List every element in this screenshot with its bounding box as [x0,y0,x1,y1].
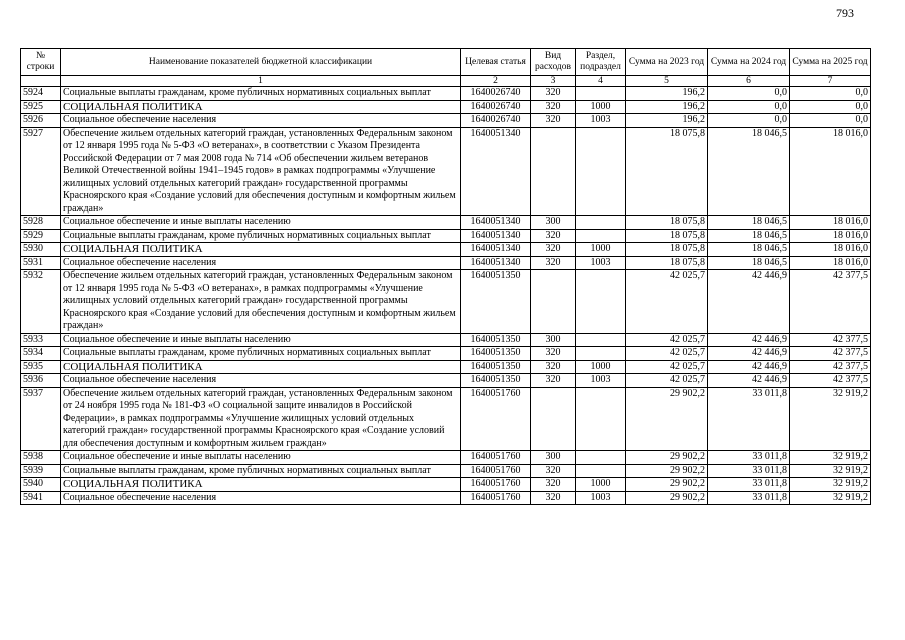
target-article: 1640026740 [461,114,531,128]
target-article: 1640051340 [461,127,531,216]
section-code: 1003 [576,491,626,505]
expense-type: 320 [531,114,576,128]
section-code: 1000 [576,478,626,492]
sum-2024: 42 446,9 [708,360,790,374]
sum-2025: 0,0 [790,114,871,128]
sum-2023: 18 075,8 [626,243,708,257]
table-row [21,478,871,492]
expense-type: 320 [531,491,576,505]
sum-2025: 32 919,2 [790,451,871,465]
sum-2023: 29 902,2 [626,387,708,451]
row-number: 5935 [21,360,61,374]
expense-type: 320 [531,360,576,374]
expense-type [531,270,576,334]
indicator-name: Социальные выплаты гражданам, кроме публичных нормативных социальных выплат [61,464,461,478]
indicator-name: Социальное обеспечение населения [61,114,461,128]
row-number: 5940 [21,478,61,492]
sum-2023: 18 075,8 [626,229,708,243]
sum-2024: 18 046,5 [708,229,790,243]
sum-2025: 32 919,2 [790,387,871,451]
section-code [576,464,626,478]
section-code [576,270,626,334]
expense-type: 320 [531,256,576,270]
sum-2025: 18 016,0 [790,243,871,257]
indicator-name: СОЦИАЛЬНАЯ ПОЛИТИКА [61,478,461,492]
row-number: 5928 [21,216,61,230]
table-row [21,491,871,505]
header-sum-2024: Сумма на 2024 год [708,49,790,76]
indicator-name: Социальное обеспечение и иные выплаты населению [61,216,461,230]
sum-2023: 29 902,2 [626,478,708,492]
sum-2023: 29 902,2 [626,451,708,465]
row-number: 5925 [21,100,61,114]
column-numbers-row [21,76,871,87]
table-row [21,387,871,451]
table-row [21,451,871,465]
table-row [21,270,871,334]
sum-2025: 18 016,0 [790,229,871,243]
expense-type: 300 [531,451,576,465]
indicator-name: СОЦИАЛЬНАЯ ПОЛИТИКА [61,243,461,257]
section-code: 1003 [576,256,626,270]
table-row [21,256,871,270]
expense-type: 320 [531,229,576,243]
indicator-name: СОЦИАЛЬНАЯ ПОЛИТИКА [61,360,461,374]
target-article: 1640051340 [461,256,531,270]
row-number: 5926 [21,114,61,128]
target-article: 1640051340 [461,229,531,243]
section-code [576,451,626,465]
row-number: 5931 [21,256,61,270]
header-target: Целевая статья [461,49,531,76]
col-number: 7 [790,76,871,87]
header-row [21,49,871,76]
sum-2023: 18 075,8 [626,216,708,230]
sum-2024: 42 446,9 [708,347,790,361]
table-row [21,464,871,478]
sum-2023: 42 025,7 [626,347,708,361]
section-code [576,387,626,451]
sum-2023: 42 025,7 [626,333,708,347]
sum-2024: 33 011,8 [708,387,790,451]
section-code: 1003 [576,114,626,128]
col-number: 5 [626,76,708,87]
section-code [576,333,626,347]
sum-2023: 18 075,8 [626,256,708,270]
sum-2025: 42 377,5 [790,360,871,374]
section-code [576,347,626,361]
indicator-name: Социальные выплаты гражданам, кроме публичных нормативных социальных выплат [61,229,461,243]
indicator-name: Социальные выплаты гражданам, кроме публичных нормативных социальных выплат [61,87,461,101]
sum-2025: 18 016,0 [790,216,871,230]
sum-2024: 42 446,9 [708,374,790,388]
sum-2025: 18 016,0 [790,127,871,216]
header-sum-2025: Сумма на 2025 год [790,49,871,76]
section-code [576,127,626,216]
sum-2024: 18 046,5 [708,216,790,230]
expense-type: 320 [531,100,576,114]
col-number: 6 [708,76,790,87]
expense-type: 320 [531,464,576,478]
indicator-name: Обеспечение жильем отдельных категорий граждан, установленных Федеральным законом от 24 ноября 1995 года № 181-ФЗ «О социальной защите инвалидов в Российской Федерации», в рамках подпрограммы «Улучшение жилищных условий отдельных категорий граждан» государственной программы Красноярского края «Создание условий для обеспечения доступным и комфортным жильем граждан» [61,387,461,451]
sum-2023: 18 075,8 [626,127,708,216]
expense-type [531,127,576,216]
target-article: 1640051340 [461,243,531,257]
target-article: 1640051350 [461,270,531,334]
section-code: 1000 [576,100,626,114]
sum-2025: 42 377,5 [790,374,871,388]
target-article: 1640051340 [461,216,531,230]
row-number: 5941 [21,491,61,505]
sum-2024: 18 046,5 [708,243,790,257]
sum-2024: 42 446,9 [708,270,790,334]
target-article: 1640051760 [461,491,531,505]
target-article: 1640051760 [461,387,531,451]
budget-table [20,48,871,505]
indicator-name: Социальное обеспечение населения [61,256,461,270]
expense-type: 320 [531,243,576,257]
section-code [576,87,626,101]
table-body [21,87,871,505]
indicator-name: Обеспечение жильем отдельных категорий граждан, установленных Федеральным законом от 12 января 1995 года № 5-ФЗ «О ветеранах», в рамках подпрограммы «Улучшение жилищных условий отдельных категорий граждан» государственной программы Красноярского края «Создание условий для обеспечения доступным и комфортным жильем граждан» [61,270,461,334]
target-article: 1640026740 [461,87,531,101]
sum-2025: 32 919,2 [790,491,871,505]
sum-2024: 0,0 [708,87,790,101]
col-number: 1 [61,76,461,87]
table-row [21,216,871,230]
sum-2025: 0,0 [790,87,871,101]
expense-type: 320 [531,478,576,492]
col-number [21,76,61,87]
table-row [21,100,871,114]
target-article: 1640051760 [461,451,531,465]
table-row [21,374,871,388]
sum-2023: 42 025,7 [626,374,708,388]
expense-type: 300 [531,333,576,347]
indicator-name: Социальное обеспечение населения [61,491,461,505]
sum-2025: 18 016,0 [790,256,871,270]
table-row [21,114,871,128]
table-row [21,127,871,216]
expense-type: 300 [531,216,576,230]
indicator-name: Социальное обеспечение населения [61,374,461,388]
sum-2023: 196,2 [626,87,708,101]
sum-2025: 32 919,2 [790,464,871,478]
header-exp-type: Вид расходов [531,49,576,76]
expense-type [531,387,576,451]
table-row [21,87,871,101]
indicator-name: Социальное обеспечение и иные выплаты населению [61,451,461,465]
indicator-name: СОЦИАЛЬНАЯ ПОЛИТИКА [61,100,461,114]
target-article: 1640051760 [461,464,531,478]
sum-2023: 29 902,2 [626,491,708,505]
col-number: 4 [576,76,626,87]
col-number: 3 [531,76,576,87]
target-article: 1640026740 [461,100,531,114]
header-name: Наименование показателей бюджетной классификации [61,49,461,76]
table-row [21,333,871,347]
section-code: 1000 [576,360,626,374]
section-code [576,229,626,243]
row-number: 5929 [21,229,61,243]
target-article: 1640051350 [461,333,531,347]
row-number: 5936 [21,374,61,388]
target-article: 1640051350 [461,374,531,388]
indicator-name: Социальные выплаты гражданам, кроме публичных нормативных социальных выплат [61,347,461,361]
sum-2024: 33 011,8 [708,491,790,505]
indicator-name: Социальное обеспечение и иные выплаты населению [61,333,461,347]
target-article: 1640051350 [461,360,531,374]
expense-type: 320 [531,374,576,388]
table-row [21,347,871,361]
sum-2024: 33 011,8 [708,451,790,465]
expense-type: 320 [531,347,576,361]
row-number: 5927 [21,127,61,216]
sum-2024: 42 446,9 [708,333,790,347]
row-number: 5937 [21,387,61,451]
expense-type: 320 [531,87,576,101]
table-row [21,229,871,243]
row-number: 5930 [21,243,61,257]
section-code: 1003 [576,374,626,388]
section-code: 1000 [576,243,626,257]
row-number: 5939 [21,464,61,478]
row-number: 5924 [21,87,61,101]
target-article: 1640051350 [461,347,531,361]
header-row-no: № строки [21,49,61,76]
sum-2025: 42 377,5 [790,270,871,334]
page-number: 793 [836,6,854,20]
header-section: Раздел, подраздел [576,49,626,76]
sum-2025: 0,0 [790,100,871,114]
sum-2023: 29 902,2 [626,464,708,478]
section-code [576,216,626,230]
sum-2024: 0,0 [708,114,790,128]
row-number: 5932 [21,270,61,334]
sum-2023: 42 025,7 [626,360,708,374]
row-number: 5934 [21,347,61,361]
sum-2023: 42 025,7 [626,270,708,334]
table-row [21,243,871,257]
sum-2024: 33 011,8 [708,464,790,478]
col-number: 2 [461,76,531,87]
sum-2024: 0,0 [708,100,790,114]
row-number: 5933 [21,333,61,347]
sum-2025: 32 919,2 [790,478,871,492]
sum-2025: 42 377,5 [790,347,871,361]
header-sum-2023: Сумма на 2023 год [626,49,708,76]
indicator-name: Обеспечение жильем отдельных категорий граждан, установленных Федеральным законом от 12 января 1995 года № 5-ФЗ «О ветеранах», в соответствии с Указом Президента Российской Федерации от 7 мая 2008 года № 714 «Об обеспечении жильем ветеранов Великой Отечественной войны 1941–1945 годов» в рамках подпрограммы «Улучшение жилищных условий отдельных категорий граждан» государственной программы Красноярского края «Создание условий для обеспечения доступным и комфортным жильем граждан» [61,127,461,216]
sum-2023: 196,2 [626,114,708,128]
sum-2024: 33 011,8 [708,478,790,492]
row-number: 5938 [21,451,61,465]
sum-2025: 42 377,5 [790,333,871,347]
target-article: 1640051760 [461,478,531,492]
sum-2024: 18 046,5 [708,256,790,270]
sum-2023: 196,2 [626,100,708,114]
sum-2024: 18 046,5 [708,127,790,216]
table-row [21,360,871,374]
